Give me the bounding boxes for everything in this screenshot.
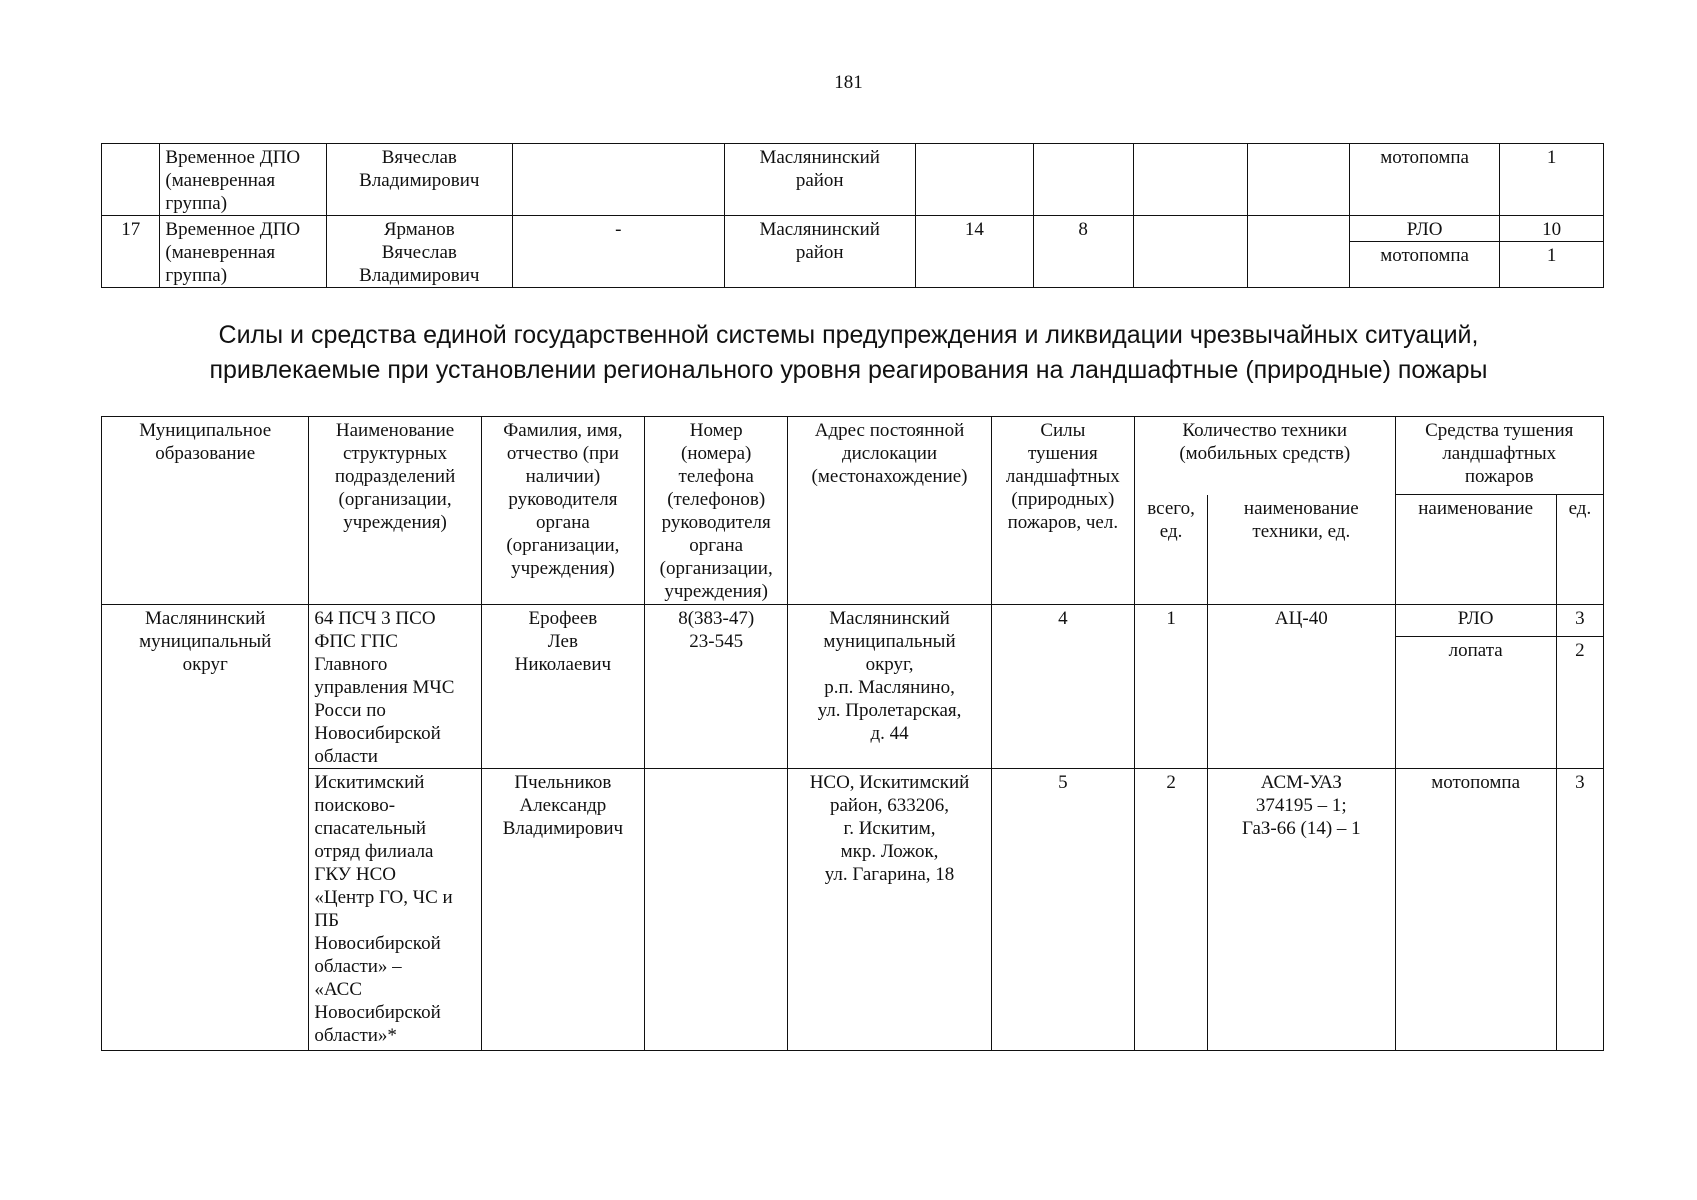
table-row xyxy=(102,605,1604,637)
municipality: Маслянинский муниципальный округ xyxy=(102,605,309,1051)
row-number xyxy=(102,144,160,216)
means-qty: 3 xyxy=(1556,605,1603,637)
section-heading xyxy=(0,318,1697,388)
cell: 14 xyxy=(915,216,1033,288)
phone xyxy=(645,769,788,1051)
header-vehicles-group: Количество техники (мобильных средств) xyxy=(1135,417,1396,495)
header-phone: Номер (номера) телефона (телефонов) руководителя органа (организации, учреждения) xyxy=(645,417,788,605)
means-name: мотопомпа xyxy=(1350,144,1500,216)
address: Маслянинский район xyxy=(724,216,915,288)
row-number: 17 xyxy=(102,216,160,288)
header-municipality: Муниципальное образование xyxy=(102,417,309,605)
header-means-qty: ед. xyxy=(1556,495,1603,605)
cell xyxy=(1133,216,1248,288)
means-qty: 10 xyxy=(1500,216,1604,242)
means-qty: 2 xyxy=(1556,637,1603,769)
vehicles-names: АСМ-УАЗ 374195 – 1; ГаЗ-66 (14) – 1 xyxy=(1208,769,1395,1051)
head-name: Ярманов Вячеслав Владимирович xyxy=(326,216,512,288)
means-name: РЛО xyxy=(1350,216,1500,242)
vehicles-total: 2 xyxy=(1135,769,1208,1051)
phone xyxy=(512,144,724,216)
phone: - xyxy=(512,216,724,288)
address: Маслянинский муниципальный округ, р.п. Маслянино, ул. Пролетарская, д. 44 xyxy=(788,605,991,769)
forces: 5 xyxy=(991,769,1134,1051)
cell xyxy=(1248,144,1350,216)
means-name: мотопомпа xyxy=(1350,242,1500,288)
vehicles-total: 1 xyxy=(1135,605,1208,769)
means-name: РЛО xyxy=(1395,605,1556,637)
cell xyxy=(915,144,1033,216)
head-name: Вячеслав Владимирович xyxy=(326,144,512,216)
header-forces: Силы тушения ландшафтных (природных) пожаров, чел. xyxy=(991,417,1134,605)
cell xyxy=(1133,144,1248,216)
unit-name: Искитимский поисково- спасательный отряд филиала ГКУ НСО «Центр ГО, ЧС и ПБ Новосибирской области» – «АСС Новосибирской области»* xyxy=(309,769,481,1051)
means-name: лопата xyxy=(1395,637,1556,769)
table-row xyxy=(102,144,1604,216)
means-qty: 3 xyxy=(1556,769,1603,1051)
forces-table xyxy=(101,416,1604,1051)
vehicles-names: АЦ-40 xyxy=(1208,605,1395,769)
forces: 4 xyxy=(991,605,1134,769)
head-name: Ерофеев Лев Николаевич xyxy=(481,605,644,769)
header-row xyxy=(102,417,1604,495)
table-row xyxy=(102,769,1604,1051)
means-name: мотопомпа xyxy=(1395,769,1556,1051)
heading-line-1: Силы и средства единой государственной системы предупреждения и ликвидации чрезвычайных ситуаций, xyxy=(218,321,1479,349)
address: Маслянинский район xyxy=(724,144,915,216)
header-address: Адрес постоянной дислокации (местонахождение) xyxy=(788,417,991,605)
header-means-group: Средства тушения ландшафтных пожаров xyxy=(1395,417,1604,495)
header-unit: Наименование структурных подразделений (организации, учреждения) xyxy=(309,417,481,605)
header-vehicles-names: наименование техники, ед. xyxy=(1208,495,1395,605)
means-qty: 1 xyxy=(1500,144,1604,216)
means-qty: 1 xyxy=(1500,242,1604,288)
header-means-name: наименование xyxy=(1395,495,1556,605)
page-number: 181 xyxy=(834,72,863,93)
cell: 8 xyxy=(1033,216,1133,288)
head-name: Пчельников Александр Владимирович xyxy=(481,769,644,1051)
unit-name: Временное ДПО (маневренная группа) xyxy=(160,144,326,216)
top-continuation-table xyxy=(101,143,1604,288)
heading-line-2: привлекаемые при установлении регионального уровня реагирования на ландшафтные (природные) пожары xyxy=(209,356,1488,384)
unit-name: Временное ДПО (маневренная группа) xyxy=(160,216,326,288)
address: НСО, Искитимский район, 633206, г. Искитим, мкр. Ложок, ул. Гагарина, 18 xyxy=(788,769,991,1051)
header-vehicles-total: всего, ед. xyxy=(1135,495,1208,605)
header-head: Фамилия, имя, отчество (при наличии) руководителя органа (организации, учреждения) xyxy=(481,417,644,605)
cell xyxy=(1248,216,1350,288)
cell xyxy=(1033,144,1133,216)
phone: 8(383-47) 23-545 xyxy=(645,605,788,769)
unit-name: 64 ПСЧ 3 ПСО ФПС ГПС Главного управления МЧС Росси по Новосибирской области xyxy=(309,605,481,769)
table-row xyxy=(102,216,1604,242)
